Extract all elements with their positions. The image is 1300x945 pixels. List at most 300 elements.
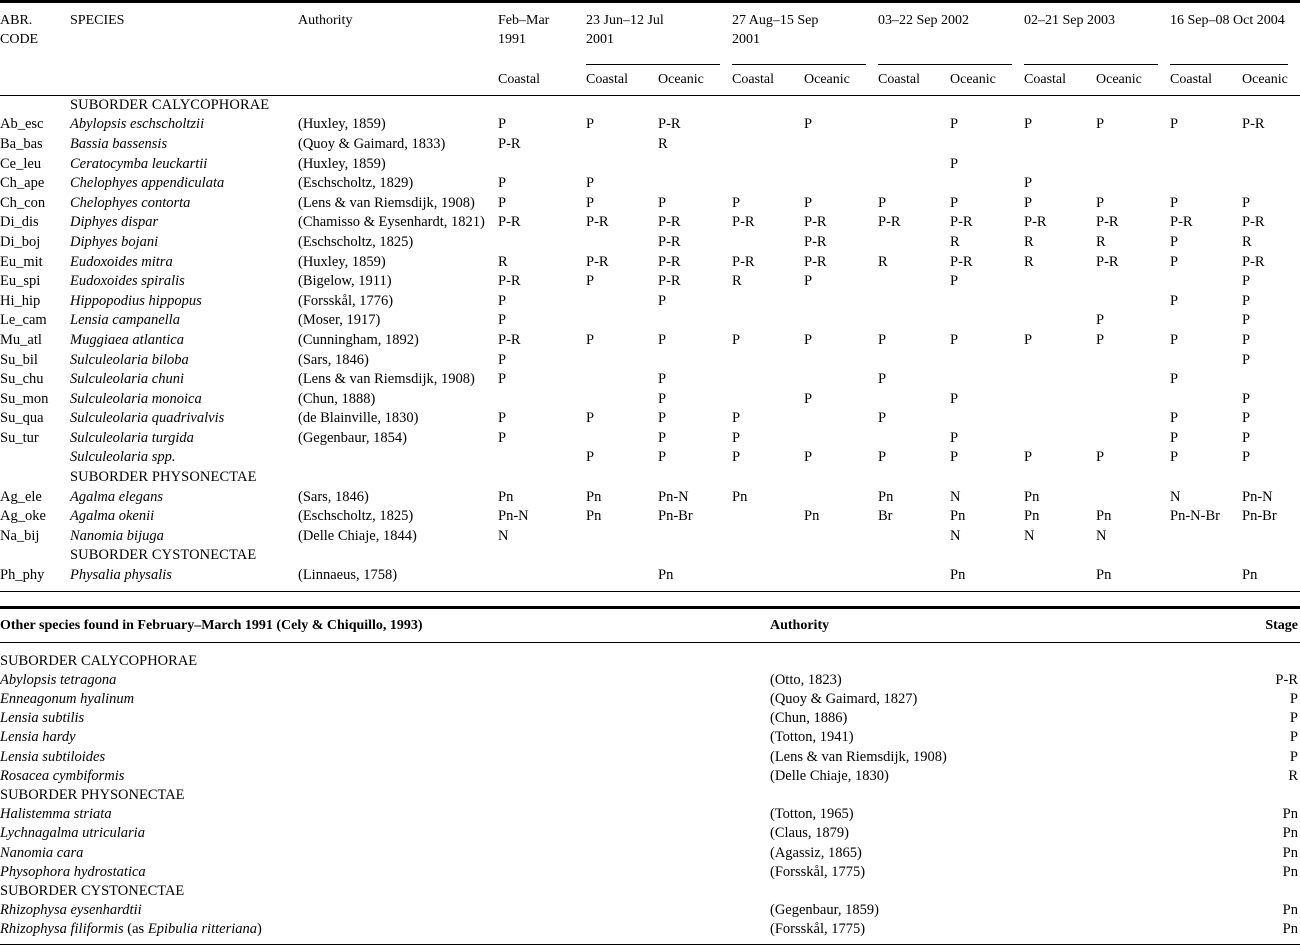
species-authority: (Chamisso & Eysenhardt, 1821) [298, 214, 485, 231]
col-header-abbr-code [0, 2, 70, 96]
other-table-row [0, 901, 1300, 920]
occurrence-cell [1096, 135, 1170, 155]
species-code: Su_qua [0, 410, 44, 427]
occurrence-cell [1024, 370, 1096, 390]
other-col-header-authority: Authority [770, 617, 830, 633]
occurrence-cell [804, 174, 878, 194]
table-row [0, 429, 1300, 449]
occurrence-cell [498, 233, 586, 253]
other-authority-cell: (Quoy & Gaimard, 1827) [770, 691, 918, 708]
suborder-code-blank [0, 546, 70, 566]
group-label-line2: 2001 [586, 31, 614, 47]
occurrence-cell: N [1024, 527, 1035, 544]
occurrence-cell: Pn-N [1242, 488, 1273, 505]
species-name: Physalia physalis [70, 567, 172, 584]
occurrence-cell: Pn [1096, 508, 1112, 525]
other-suborder-row [0, 786, 1300, 805]
occurrence-cell [586, 390, 658, 410]
occurrence-cell [1170, 311, 1242, 331]
group-label-line1: Feb–Mar [498, 13, 550, 28]
table-row [0, 488, 1300, 508]
occurrence-cell [878, 527, 950, 547]
occurrence-cell: P-R [1024, 214, 1047, 231]
occurrence-cell [878, 351, 950, 371]
species-name: Agalma okenii [70, 508, 155, 525]
spacer-cell [0, 642, 770, 652]
group-header-0 [498, 2, 586, 65]
subcol-2-0: Coastal [732, 71, 775, 87]
occurrence-cell: P [732, 331, 741, 348]
table-row [0, 272, 1300, 292]
group-header-5 [1170, 2, 1300, 65]
other-species-cell [0, 901, 770, 920]
species-code: Le_cam [0, 312, 47, 329]
other-species-name: Enneagonum hyalinum [0, 691, 135, 708]
suborder-empty-cell [950, 95, 1024, 115]
occurrence-cell: P-R [804, 233, 827, 250]
occurrence-cell [1096, 488, 1170, 508]
table-row [0, 409, 1300, 429]
occurrence-cell: P-R [658, 214, 681, 231]
species-authority: (Gegenbaur, 1854) [298, 429, 407, 446]
occurrence-cell [1170, 390, 1242, 410]
occurrence-cell [732, 566, 804, 591]
subcol-0-0: Coastal [498, 71, 540, 87]
species-code: Hi_hip [0, 292, 41, 309]
other-species-cell [0, 844, 770, 863]
table-row [0, 448, 1300, 468]
other-authority-cell: (Agassiz, 1865) [770, 844, 862, 861]
spacer-row [0, 642, 1300, 652]
species-authority: (Chun, 1888) [298, 390, 376, 407]
other-stage-cell: Pn [1282, 863, 1298, 880]
occurrence-cell [1170, 272, 1242, 292]
other-suborder-stage-blank [1230, 786, 1300, 805]
species-name: Hippopodius hippopus [70, 292, 202, 309]
other-suborder-title: SUBORDER CALYCOPHORAE [0, 652, 198, 669]
occurrence-cell: P [1170, 116, 1179, 133]
occurrence-cell [586, 351, 658, 371]
other-authority-cell: (Chun, 1886) [770, 710, 848, 727]
occurrence-cell: P-R [658, 253, 681, 270]
occurrence-cell: P [586, 449, 595, 466]
table-row [0, 311, 1300, 331]
species-name: Sulculeolaria quadrivalvis [70, 410, 225, 427]
occurrence-cell [950, 409, 1024, 429]
occurrence-cell [1170, 135, 1242, 155]
occurrence-cell: P-R [498, 273, 521, 290]
occurrence-cell [1170, 351, 1242, 371]
other-species-cell [0, 728, 770, 747]
suborder-title: SUBORDER CALYCOPHORAE [70, 96, 270, 113]
group-header-4 [1024, 2, 1170, 65]
occurrence-cell [1096, 351, 1170, 371]
species-code: Ch_con [0, 194, 46, 211]
subcol-1-1: Oceanic [658, 71, 704, 87]
occurrence-cell [498, 566, 586, 591]
occurrence-cell: P [498, 410, 507, 427]
occurrence-cell [878, 233, 950, 253]
occurrence-cell [586, 233, 658, 253]
col-header-authority: Authority [298, 13, 353, 28]
occurrence-cell: P-R [586, 214, 609, 231]
occurrence-cell [804, 311, 878, 331]
occurrence-cell: P [1170, 194, 1179, 211]
other-table-row [0, 824, 1300, 843]
occurrence-cell [1024, 409, 1096, 429]
other-table-head [0, 607, 1300, 642]
spacer-cell [770, 642, 1230, 652]
occurrence-cell: P [658, 194, 667, 211]
other-table-row [0, 690, 1300, 709]
other-species-cell [0, 767, 770, 786]
other-stage-cell: P [1289, 691, 1298, 708]
table-row [0, 351, 1300, 371]
group-label-line1: 03–22 Sep 2002 [878, 13, 970, 28]
occurrence-cell [878, 155, 950, 175]
other-authority-cell: (Totton, 1941) [770, 729, 854, 746]
other-table-row [0, 805, 1300, 824]
occurrence-cell [950, 174, 1024, 194]
occurrence-cell [586, 370, 658, 390]
other-authority-cell: (Totton, 1965) [770, 806, 854, 823]
other-stage-cell: Pn [1282, 825, 1298, 842]
species-name: Eudoxoides spiralis [70, 273, 185, 290]
other-stage-cell: P [1289, 729, 1298, 746]
occurrence-cell: P [1242, 390, 1251, 407]
table-row [0, 390, 1300, 410]
occurrence-cell: P-R [658, 273, 681, 290]
other-species-name: Lensia hardy [0, 729, 76, 746]
group-label-line2: 2001 [732, 31, 761, 47]
table-row [0, 174, 1300, 194]
suborder-row [0, 95, 1300, 115]
other-species-name: Rhizophysa eysenhardtii [0, 902, 142, 919]
species-authority: (Sars, 1846) [298, 351, 369, 368]
occurrence-cell [1024, 390, 1096, 410]
header-row-dates [0, 2, 1300, 65]
occurrence-cell: Pn [498, 488, 514, 505]
occurrence-cell [732, 390, 804, 410]
occurrence-cell [732, 507, 804, 527]
occurrence-cell: P [1024, 331, 1033, 348]
other-table-row [0, 709, 1300, 728]
occurrence-cell: P [498, 371, 507, 388]
species-code: Ba_bas [0, 135, 43, 152]
occurrence-cell: R [1242, 233, 1252, 250]
species-authority: (de Blainville, 1830) [298, 410, 419, 427]
other-suborder-title: SUBORDER CYSTONECTAE [0, 883, 185, 900]
occurrence-cell [732, 174, 804, 194]
occurrence-cell [658, 351, 732, 371]
occurrence-cell: P [1170, 371, 1179, 388]
occurrence-cell [1242, 155, 1300, 175]
occurrence-cell: P-R [878, 214, 901, 231]
species-name: Lensia campanella [70, 312, 180, 329]
occurrence-cell: P-R [1096, 253, 1119, 270]
other-table-row [0, 671, 1300, 690]
suborder-empty-cell [804, 468, 878, 488]
species-code: Ab_esc [0, 116, 44, 133]
suborder-empty-cell [498, 546, 586, 566]
occurrence-cell [878, 174, 950, 194]
other-species-name: Abylopsis tetragona [0, 671, 117, 688]
other-authority-cell: (Otto, 1823) [770, 671, 842, 688]
table-row [0, 213, 1300, 233]
subcol-2-1: Oceanic [804, 71, 850, 87]
occurrence-cell: P [1170, 233, 1179, 250]
other-species-section [0, 606, 1300, 945]
species-authority: (Delle Chiaje, 1844) [298, 527, 417, 544]
species-name: Sulculeolaria monoica [70, 390, 202, 407]
occurrence-cell: P [950, 331, 959, 348]
occurrence-cell [732, 370, 804, 390]
other-authority-cell: (Forsskål, 1775) [770, 921, 866, 938]
other-authority-cell: (Delle Chiaje, 1830) [770, 767, 889, 784]
suborder-empty-cell [1096, 95, 1170, 115]
suborder-empty-cell [298, 468, 498, 488]
occurrence-cell: P [1096, 331, 1105, 348]
occurrence-cell: P [1024, 116, 1033, 133]
other-species-name: Halistemma striata [0, 806, 112, 823]
species-code: Ag_oke [0, 508, 46, 525]
suborder-empty-cell [732, 468, 804, 488]
occurrence-cell: P-R [658, 233, 681, 250]
other-stage-cell: Pn [1282, 806, 1298, 823]
group-label-line2 [878, 31, 1024, 50]
occurrence-cell [804, 409, 878, 429]
other-species-cell [0, 805, 770, 824]
species-name: Sulculeolaria biloba [70, 351, 189, 368]
occurrence-cell [1024, 135, 1096, 155]
occurrence-cell [658, 527, 732, 547]
group-header-3 [878, 2, 1024, 65]
occurrence-cell: R [1024, 253, 1034, 270]
occurrence-cell: P-R [804, 253, 827, 270]
occurrence-cell [732, 135, 804, 155]
occurrence-cell [658, 174, 732, 194]
other-stage-cell: P [1289, 748, 1298, 765]
occurrence-cell: Pn [658, 567, 674, 584]
species-name: Sulculeolaria spp. [70, 449, 176, 466]
occurrence-cell: P [878, 449, 887, 466]
species-authority: (Lens & van Riemsdijk, 1908) [298, 371, 475, 388]
occurrence-cell: P [1170, 253, 1179, 270]
other-species-cell [0, 920, 770, 944]
suborder-empty-cell [498, 95, 586, 115]
occurrence-cell [732, 233, 804, 253]
suborder-code-blank [0, 95, 70, 115]
other-table-row [0, 767, 1300, 786]
occurrence-cell: P [804, 449, 813, 466]
occurrence-cell [586, 527, 658, 547]
occurrence-cell: P [498, 194, 507, 211]
occurrence-cell: P [658, 410, 667, 427]
occurrence-cell: P [1242, 194, 1251, 211]
species-code: Eu_spi [0, 273, 41, 290]
other-species-name: Lensia subtiloides [0, 748, 106, 765]
species-name: Ceratocymba leuckartii [70, 155, 208, 172]
species-name: Bassia bassensis [70, 135, 168, 152]
occurrence-cell: P [732, 194, 741, 211]
other-suborder-stage-blank [1230, 652, 1300, 671]
suborder-empty-cell [878, 546, 950, 566]
suborder-empty-cell [586, 468, 658, 488]
occurrence-cell [878, 429, 950, 449]
suborder-empty-cell [1170, 95, 1242, 115]
species-authority: (Bigelow, 1911) [298, 273, 392, 290]
other-suborder-authority-blank [770, 882, 1230, 901]
species-name: Chelophyes contorta [70, 194, 191, 211]
other-suborder-title: SUBORDER PHYSONECTAE [0, 787, 185, 804]
occurrence-cell: P [586, 175, 595, 192]
other-species-table [0, 606, 1300, 945]
species-code: Su_tur [0, 429, 39, 446]
species-authority: (Sars, 1846) [298, 488, 369, 505]
occurrence-cell [586, 311, 658, 331]
occurrence-cell: P [950, 273, 959, 290]
other-species-cell [0, 748, 770, 767]
occurrence-cell [804, 135, 878, 155]
occurrence-cell: P [1170, 449, 1179, 466]
table-row [0, 233, 1300, 253]
suborder-empty-cell [878, 95, 950, 115]
occurrence-cell [732, 351, 804, 371]
occurrence-cell: P [658, 292, 667, 309]
suborder-empty-cell [298, 95, 498, 115]
species-authority: (Huxley, 1859) [298, 253, 386, 270]
table-row [0, 292, 1300, 312]
other-suborder-row [0, 652, 1300, 671]
occurrence-cell [1096, 155, 1170, 175]
occurrence-cell [1170, 155, 1242, 175]
occurrence-cell: P [1242, 292, 1251, 309]
occurrence-cell [1170, 174, 1242, 194]
occurrence-cell: P [658, 449, 667, 466]
occurrence-cell [658, 155, 732, 175]
occurrence-cell: Pn-Br [1242, 508, 1277, 525]
other-header-row [0, 607, 1300, 642]
suborder-empty-cell [1170, 468, 1242, 488]
occurrence-cell: Br [878, 508, 893, 525]
suborder-empty-cell [804, 95, 878, 115]
occurrence-cell: P-R [950, 253, 973, 270]
other-table-row [0, 748, 1300, 767]
occurrence-cell: P-R [950, 214, 973, 231]
other-stage-cell: P [1289, 710, 1298, 727]
occurrence-cell: P [950, 449, 959, 466]
other-col-header-title: Other species found in February–March 1991 (Cely & Chiquillo, 1993) [0, 617, 423, 633]
group-label-line2 [1170, 31, 1300, 50]
occurrence-cell: P [1096, 194, 1105, 211]
other-suborder-authority-blank [770, 652, 1230, 671]
species-authority: (Linnaeus, 1758) [298, 567, 398, 584]
other-table-row [0, 844, 1300, 863]
occurrence-cell [1096, 292, 1170, 312]
other-stage-cell: Pn [1282, 921, 1298, 938]
suborder-empty-cell [1096, 546, 1170, 566]
occurrence-cell: Pn [732, 488, 748, 505]
occurrence-cell [498, 155, 586, 175]
other-species-cell [0, 863, 770, 882]
occurrence-cell: Pn [586, 488, 602, 505]
occurrence-cell [804, 351, 878, 371]
occurrence-cell [950, 370, 1024, 390]
occurrence-cell: P-R [1242, 214, 1265, 231]
species-code: Na_bij [0, 527, 40, 544]
subcol-1-0: Coastal [586, 71, 628, 87]
occurrence-cell [1024, 351, 1096, 371]
group-header-2 [732, 2, 878, 65]
species-name: Sulculeolaria turgida [70, 429, 194, 446]
occurrence-cell: P [804, 390, 813, 407]
suborder-empty-cell [950, 546, 1024, 566]
occurrence-cell: P [498, 429, 507, 446]
occurrence-cell [804, 566, 878, 591]
occurrence-cell: P-R [1242, 116, 1265, 133]
occurrence-cell [950, 351, 1024, 371]
group-label-line2: 1991 [498, 31, 526, 47]
occurrence-cell: P [1242, 312, 1251, 329]
suborder-title: SUBORDER PHYSONECTAE [70, 469, 257, 486]
suborder-empty-cell [586, 546, 658, 566]
species-code: Ch_ape [0, 175, 45, 192]
occurrence-cell: P [804, 116, 813, 133]
occurrence-cell [1242, 174, 1300, 194]
table-head [0, 2, 1300, 96]
species-name: Abylopsis eschscholtzii [70, 116, 205, 133]
occurrence-cell: R [1024, 233, 1034, 250]
occurrence-cell [950, 135, 1024, 155]
occurrence-cell: P-R [586, 253, 609, 270]
occurrence-cell: Pn-N-Br [1170, 508, 1220, 525]
table-row [0, 115, 1300, 135]
suborder-empty-cell [732, 95, 804, 115]
species-authority: (Eschscholtz, 1825) [298, 233, 414, 250]
occurrence-cell: P [1242, 351, 1251, 368]
occurrence-cell: P-R [1242, 253, 1265, 270]
occurrence-cell: P [1170, 292, 1179, 309]
occurrence-cell: P-R [1096, 214, 1119, 231]
occurrence-cell [732, 527, 804, 547]
species-code: Eu_mit [0, 253, 43, 270]
occurrence-cell [1096, 370, 1170, 390]
other-species-cell [0, 709, 770, 728]
occurrence-cell: P [950, 194, 959, 211]
occurrence-cell: P [1024, 449, 1033, 466]
occurrence-cell [804, 292, 878, 312]
species-authority: (Huxley, 1859) [298, 116, 386, 133]
occurrence-cell: P [878, 410, 887, 427]
species-authority: (Cunningham, 1892) [298, 331, 419, 348]
occurrence-cell: P [586, 116, 595, 133]
species-name: Diphyes dispar [70, 214, 159, 231]
occurrence-cell [1242, 527, 1300, 547]
occurrence-cell: P-R [498, 214, 521, 231]
other-authority-cell: (Claus, 1879) [770, 825, 849, 842]
occurrence-cell [586, 292, 658, 312]
occurrence-cell: P [950, 155, 959, 172]
occurrence-cell: P [950, 390, 959, 407]
species-authority: (Quoy & Gaimard, 1833) [298, 135, 446, 152]
col-header-species: SPECIES [70, 13, 125, 28]
occurrence-cell: P [1024, 194, 1033, 211]
occurrence-cell: P [1096, 312, 1105, 329]
occurrence-cell: R [732, 273, 742, 290]
other-stage-cell: P-R [1275, 671, 1298, 688]
suborder-empty-cell [1096, 468, 1170, 488]
other-species-name: Rosacea cymbiformis [0, 767, 125, 784]
